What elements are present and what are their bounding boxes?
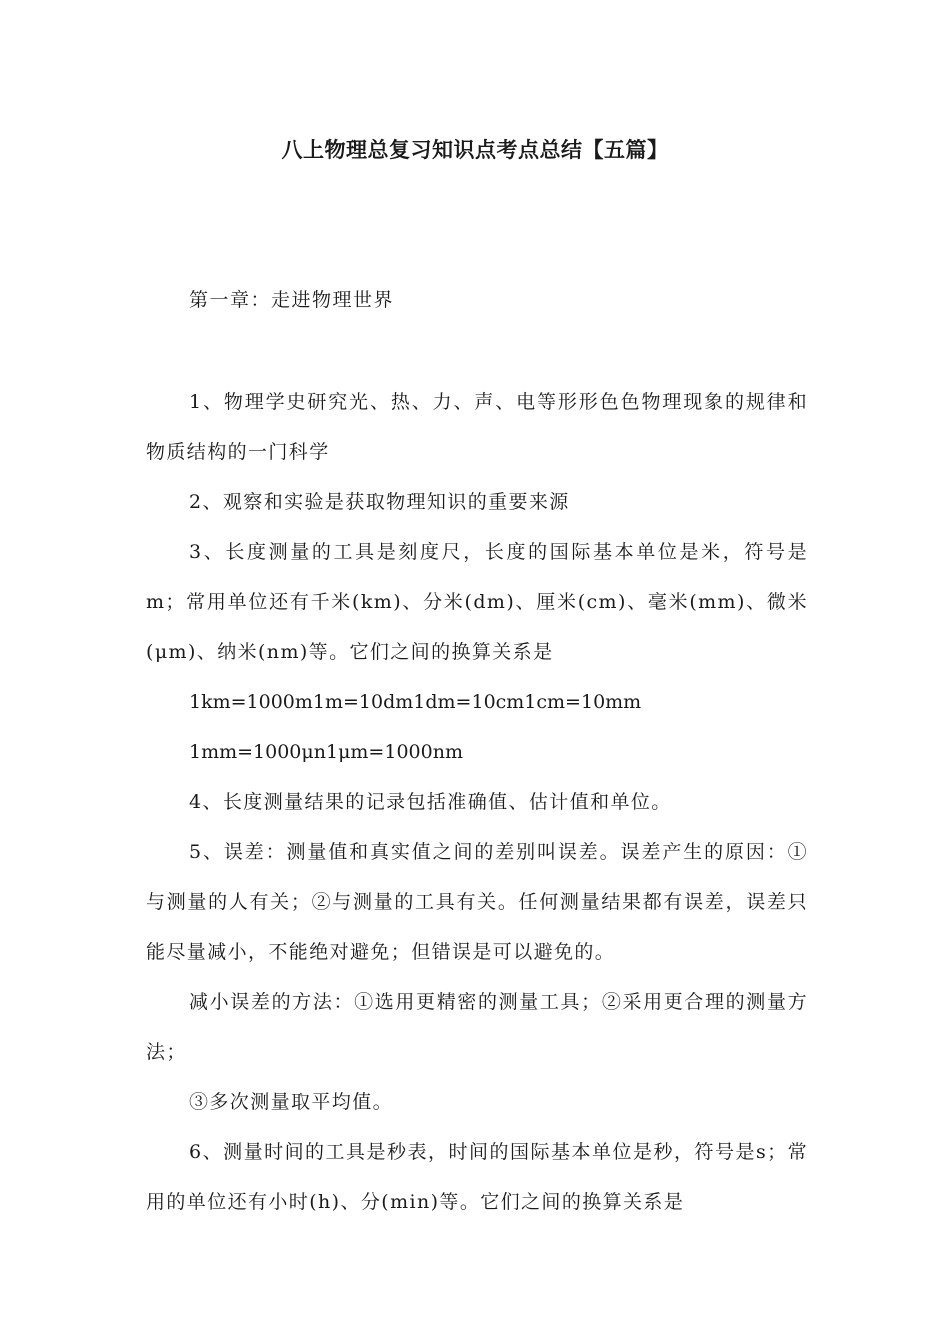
chapter-heading: 第一章：走进物理世界 — [189, 289, 395, 311]
paragraph-averaging: ③多次测量取平均值。 — [189, 1091, 394, 1113]
paragraph-6: 6、测量时间的工具是秒表，时间的国际基本单位是秒，符号是s；常用的单位还有小时(h)、分(min)等。它们之间的换算关系是 — [146, 1141, 808, 1213]
document-title: 八上物理总复习知识点考点总结【五篇】 — [281, 138, 669, 162]
paragraph-1: 1、物理学史研究光、热、力、声、电等形形色色物理现象的规律和物质结构的一门科学 — [146, 391, 808, 463]
paragraph-4: 4、长度测量结果的记录包括准确值、估计值和单位。 — [189, 791, 672, 813]
paragraph-2: 2、观察和实验是获取物理知识的重要来源 — [189, 491, 570, 513]
conversion-formula-2: 1mm=1000μn1μm=1000nm — [189, 741, 463, 763]
document-body — [146, 377, 808, 1227]
conversion-formula-1: 1km=1000m1m=10dm1dm=10cm1cm=10mm — [189, 691, 642, 713]
paragraph-3: 3、长度测量的工具是刻度尺，长度的国际基本单位是米，符号是m；常用单位还有千米(km)、分米(dm)、厘米(cm)、毫米(mm)、微米(μm)、纳米(nm)等。它们之间的换算关系是 — [146, 541, 808, 663]
paragraph-error-reduction: 减小误差的方法：①选用更精密的测量工具；②采用更合理的测量方法； — [146, 991, 808, 1063]
paragraph-5: 5、误差：测量值和真实值之间的差别叫误差。误差产生的原因：①与测量的人有关；②与测量的工具有关。任何测量结果都有误差，误差只能尽量减小，不能绝对避免；但错误是可以避免的。 — [146, 841, 808, 963]
